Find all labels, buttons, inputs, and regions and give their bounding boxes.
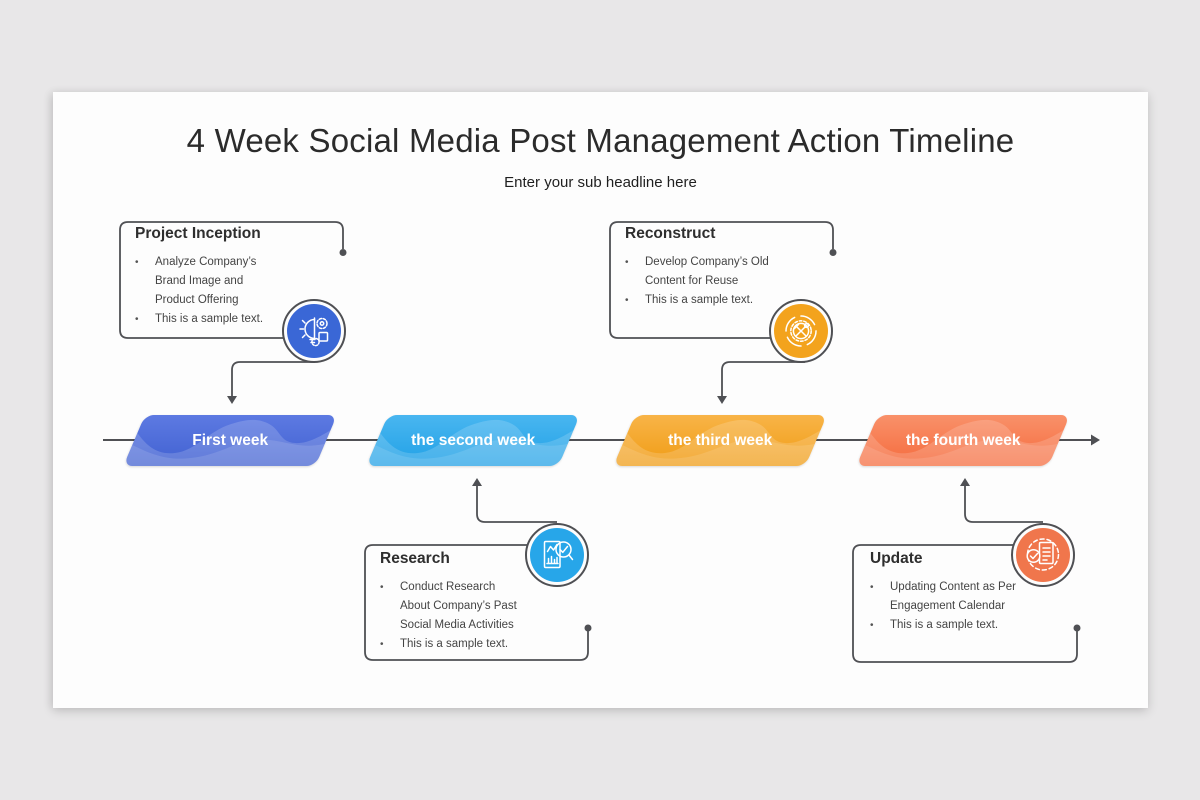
slide-subtitle: Enter your sub headline here — [504, 174, 697, 191]
timeline-arrowhead — [1091, 435, 1100, 446]
connector-week4 — [965, 486, 1043, 522]
bullet-line: Social Media Activities — [400, 619, 514, 631]
callout-icon-ring — [769, 299, 833, 363]
connector-week3 — [722, 362, 805, 396]
bullet-line: Develop Company’s Old — [645, 256, 769, 268]
week-label: First week — [192, 432, 269, 449]
callout-tail-dot — [340, 249, 347, 256]
bullet-dot: • — [870, 620, 874, 631]
bullet-dot: • — [380, 582, 384, 593]
bullet-dot: • — [625, 295, 629, 306]
callout-title: Update — [870, 550, 923, 567]
bullet-line: Engagement Calendar — [890, 600, 1006, 612]
week-label: the second week — [411, 432, 536, 449]
bullet-dot: • — [135, 257, 139, 268]
connector-arrowhead-down — [717, 396, 727, 404]
callout-title: Reconstruct — [625, 225, 716, 242]
bullet-line: Conduct Research — [400, 581, 496, 593]
bullet-line: Analyze Company’s — [155, 256, 257, 268]
connector-arrowhead-down — [227, 396, 237, 404]
repair-tools-icon — [774, 304, 828, 358]
callout-title: Research — [380, 550, 450, 567]
callout-tail-dot — [830, 249, 837, 256]
timeline-week-4 — [856, 415, 1070, 466]
bullet-dot: • — [870, 582, 874, 593]
callout-title: Project Inception — [135, 225, 261, 242]
connector-arrowhead-up — [472, 478, 482, 486]
connector-week1 — [232, 362, 315, 396]
bullet-dot: • — [380, 639, 384, 650]
week-label: the third week — [668, 432, 773, 449]
innovation-icon — [287, 304, 341, 358]
research-magnifier-icon — [530, 528, 584, 582]
bullet-line: Updating Content as Per — [890, 581, 1016, 593]
slide-title: 4 Week Social Media Post Management Action Timeline — [186, 122, 1015, 159]
bullet-line: About Company’s Past — [400, 600, 517, 612]
timeline-week-1 — [123, 415, 337, 466]
bullet-dot: • — [625, 257, 629, 268]
callout-icon-ring — [525, 523, 589, 587]
bullet-line: Content for Reuse — [645, 275, 739, 287]
week-label: the fourth week — [905, 432, 1021, 449]
bullet-line: Product Offering — [155, 294, 239, 306]
timeline-week-3 — [613, 415, 827, 466]
callout-bullets — [380, 578, 585, 654]
connector-arrowhead-up — [960, 478, 970, 486]
bullet-line: This is a sample text. — [400, 638, 509, 650]
update-document-icon — [1016, 528, 1070, 582]
bullet-line: This is a sample text. — [890, 619, 999, 631]
callout-tail-dot — [585, 625, 592, 632]
callout-reconstruct — [625, 223, 830, 310]
callout-icon-ring — [282, 299, 346, 363]
timeline-week-2 — [366, 415, 580, 466]
bullet-line: Brand Image and — [155, 275, 244, 287]
bullet-dot: • — [135, 314, 139, 325]
callout-icon-ring — [1011, 523, 1075, 587]
bullet-line: This is a sample text. — [645, 294, 754, 306]
bullet-line: This is a sample text. — [155, 313, 264, 325]
connector-week2 — [477, 486, 557, 522]
slide-canvas — [53, 92, 1148, 708]
